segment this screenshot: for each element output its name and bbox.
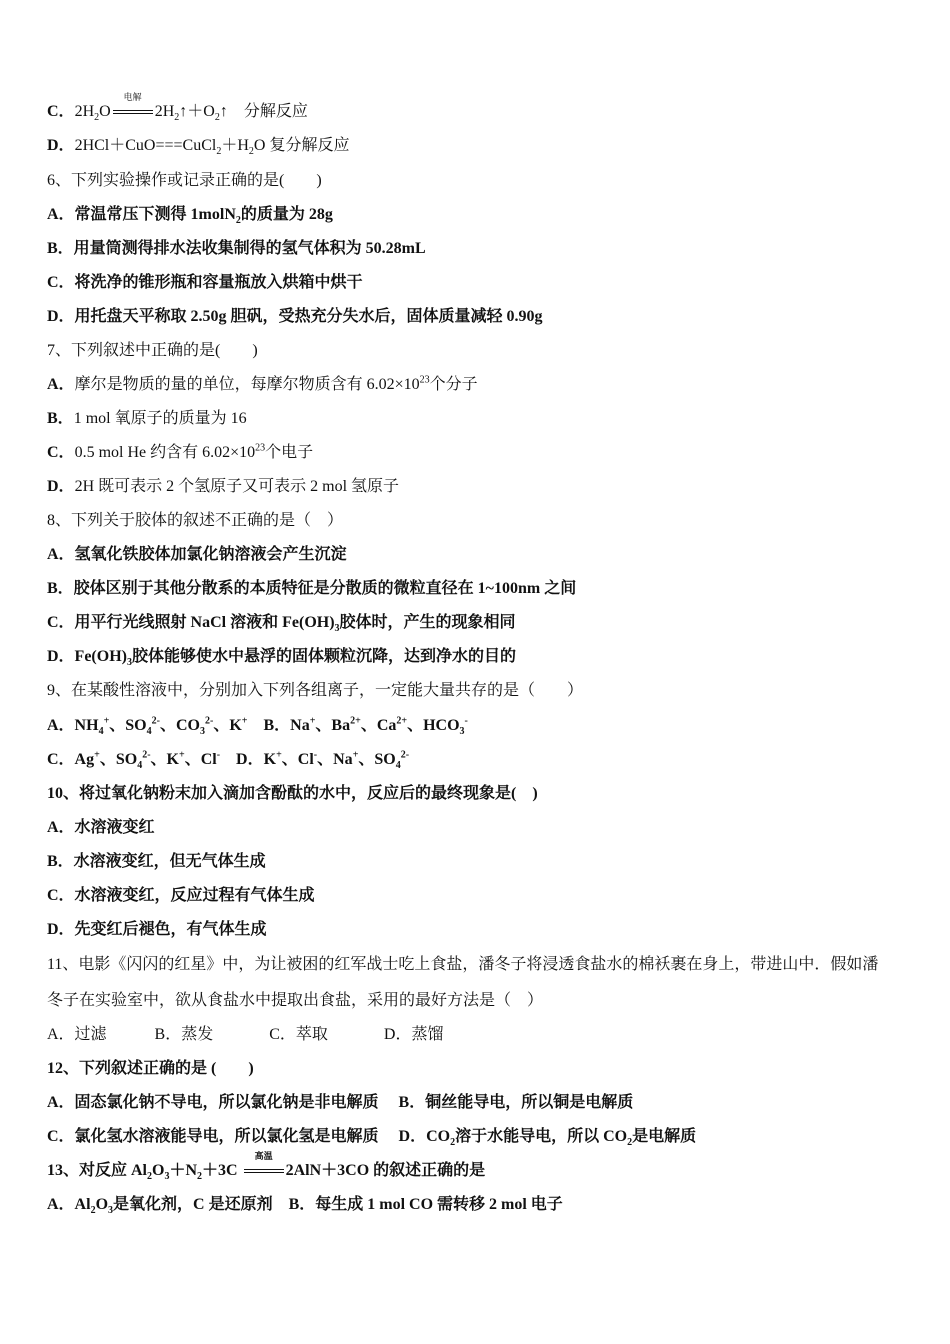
text-segment: 12、下列叙述正确的是 ( ) [47, 1060, 254, 1077]
text-segment: B． [47, 410, 74, 427]
text-segment: 个电子 [265, 444, 314, 461]
text-segment: 、K [150, 751, 179, 768]
subscript: 3 [164, 1171, 170, 1183]
equals-bar [244, 1169, 284, 1173]
superscript: + [178, 749, 185, 761]
text-segment: A． [47, 376, 75, 393]
text-segment: 11、电影《闪闪的红星》中，为让被困的红军战士吃上食盐，潘冬子将浸透食盐水的棉袄裹在身上，带进山中．假如潘 [47, 956, 879, 973]
text-segment: ＋H [221, 137, 249, 154]
text-line [47, 579, 576, 599]
text-line [47, 955, 878, 975]
text-line [47, 92, 308, 124]
text-segment: C． [47, 103, 75, 120]
text-segment: A．氢氧化铁胶体加氯化钠溶液会产生沉淀 [47, 546, 347, 563]
text-segment: B．水溶液变红，但无气体生成 [47, 853, 266, 870]
subscript: 4 [98, 726, 104, 738]
text-line [47, 681, 583, 701]
superscript: 2- [142, 749, 151, 761]
superscript: 2- [151, 715, 160, 727]
subscript: 2 [147, 1171, 153, 1183]
superscript: 2+ [350, 715, 361, 727]
text-line [47, 647, 516, 667]
text-segment: 、K [213, 717, 242, 734]
text-line [47, 716, 468, 736]
text-line [47, 511, 343, 531]
text-segment: 2H [154, 103, 175, 120]
subscript: 2 [174, 112, 180, 124]
text-segment: 2AlN＋3CO 的叙述正确的是 [285, 1162, 486, 1179]
text-line [47, 273, 363, 293]
text-segment: 溶于水能导电，所以 CO [455, 1128, 628, 1145]
subscript: 2 [248, 146, 254, 158]
text-segment: 8、下列关于胶体的叙述不正确的是（ ） [47, 512, 344, 529]
text-line [47, 886, 315, 906]
text-segment: C． [47, 444, 75, 461]
text-segment: 是氧化剂，C 是还原剂 B．每生成 1 mol CO 需转移 2 mol 电子 [113, 1196, 563, 1213]
text-segment: 2HCl＋CuO===CuCl [74, 137, 217, 154]
text-segment: 、Na [317, 751, 353, 768]
subscript: 3 [459, 726, 465, 738]
superscript: - [313, 749, 318, 761]
text-segment: 胶体能够使水中悬浮的固体颗粒沉降，达到净水的目的 [131, 648, 516, 665]
text-segment: B．胶体区别于其他分散系的本质特征是分散质的微粒直径在 1~100nm 之间 [47, 580, 577, 597]
text-segment: 、Ba [315, 717, 351, 734]
superscript: + [309, 715, 316, 727]
subscript: 3 [199, 726, 205, 738]
subscript: 2 [216, 146, 222, 158]
text-line [47, 341, 258, 361]
text-segment: 1 mol 氧原子的质量为 16 [73, 410, 247, 427]
superscript: - [216, 749, 221, 761]
text-segment: B．用量筒测得排水法收集制得的氢气体积为 50.28mL [47, 240, 426, 257]
text-segment: 个分子 [429, 376, 478, 393]
text-segment: 、SO [99, 751, 138, 768]
text-line [47, 920, 267, 940]
text-line [47, 1127, 696, 1147]
text-line [47, 818, 155, 838]
superscript: + [103, 715, 110, 727]
text-segment: 胶体时，产生的现象相同 [339, 614, 516, 631]
subscript: 4 [137, 760, 143, 772]
superscript: 23 [255, 442, 266, 454]
text-segment: A．NH [47, 717, 99, 734]
text-segment: D．先变红后褪色，有气体生成 [47, 921, 267, 938]
reaction-condition: 高温 [254, 1151, 273, 1161]
text-segment: B．Na [247, 717, 310, 734]
text-line [47, 1151, 486, 1183]
text-line [47, 545, 347, 565]
subscript: 2 [235, 215, 241, 227]
superscript: + [94, 749, 100, 761]
text-segment: 冬子在实验室中，欲从食盐水中提取出食盐，采用的最好方法是（ ） [47, 992, 544, 1009]
text-segment: A．水溶液变红 [47, 819, 155, 836]
superscript: - [464, 715, 468, 727]
subscript: 3 [108, 1205, 114, 1217]
subscript: 3 [126, 657, 132, 669]
text-segment: 、Cl [184, 751, 217, 768]
text-segment: D．用托盘天平称取 2.50g 胆矾，受热充分失水后，固体质量减轻 0.90g [47, 308, 543, 325]
text-line [47, 1093, 633, 1113]
text-segment: 、SO [109, 717, 147, 734]
text-segment: 、HCO [407, 717, 460, 734]
text-segment: ＋3C [202, 1162, 242, 1179]
text-segment: 10、将过氧化钠粉末加入滴加含酚酞的水中，反应后的最终现象是( ) [47, 785, 538, 802]
text-line [47, 1059, 254, 1079]
subscript: 3 [334, 623, 340, 635]
subscript: 2 [450, 1137, 456, 1149]
text-segment: 0.5 mol He 约含有 6.02×10 [74, 444, 256, 461]
superscript: 2+ [396, 715, 408, 727]
equals-bar [113, 110, 153, 114]
text-segment: A．过滤 B．蒸发 C．萃取 D．蒸馏 [47, 1026, 444, 1043]
text-segment: 是电解质 [632, 1128, 697, 1145]
text-line [47, 205, 333, 225]
text-line [47, 784, 538, 804]
subscript: 2 [214, 112, 220, 124]
text-segment: O 复分解反应 [253, 137, 350, 154]
text-segment: 6、下列实验操作或记录正确的是( ) [47, 172, 322, 189]
text-line [47, 477, 399, 497]
text-line [47, 307, 543, 327]
text-segment: D． [47, 137, 75, 154]
text-segment: 2H [74, 103, 95, 120]
text-segment: A．固态氯化钠不导电，所以氯化钠是非电解质 B．铜丝能导电，所以铜是电解质 [47, 1094, 634, 1111]
subscript: 2 [90, 1205, 96, 1217]
text-line [47, 1195, 563, 1215]
text-segment: 、Cl [281, 751, 314, 768]
text-segment: 、SO [358, 751, 396, 768]
text-line [47, 239, 426, 259]
reaction-condition-sign [111, 92, 155, 122]
text-segment: 13、对反应 Al [47, 1162, 148, 1179]
text-segment: C．氯化氢水溶液能导电，所以氯化氢是电解质 D．CO [47, 1128, 451, 1145]
text-segment: 、Ca [360, 717, 397, 734]
text-line [47, 852, 266, 872]
superscript: 2- [204, 715, 214, 727]
text-segment: 2H 既可表示 2 个氢原子又可表示 2 mol 氢原子 [74, 478, 400, 495]
subscript: 2 [627, 1137, 633, 1149]
text-line [47, 750, 409, 770]
text-segment: ↑ 分解反应 [219, 103, 308, 120]
subscript: 4 [395, 760, 401, 772]
text-segment: D． [47, 478, 75, 495]
text-segment: A．常温常压下测得 1molN [47, 206, 236, 223]
superscript: + [276, 749, 282, 761]
reaction-condition: 电解 [123, 92, 142, 102]
text-segment: C．水溶液变红，反应过程有气体生成 [47, 887, 315, 904]
text-segment: C．将洗净的锥形瓶和容量瓶放入烘箱中烘干 [47, 274, 363, 291]
text-line [47, 171, 322, 191]
text-line [47, 375, 478, 395]
text-segment: D．K [220, 751, 277, 768]
superscript: + [241, 715, 248, 727]
text-segment: D．Fe(OH) [47, 648, 127, 665]
text-segment: C．用平行光线照射 NaCl 溶液和 Fe(OH) [47, 614, 335, 631]
subscript: 4 [146, 726, 152, 738]
text-line [47, 613, 516, 633]
text-segment: 9、在某酸性溶液中，分别加入下列各组离子，一定能大量共存的是（ ） [47, 682, 584, 699]
text-segment: ↑＋O [179, 103, 215, 120]
superscript: 2- [400, 749, 410, 761]
subscript: 2 [94, 112, 100, 124]
subscript: 2 [197, 1171, 203, 1183]
text-line [47, 1025, 443, 1045]
text-segment: O [99, 103, 111, 120]
text-line [47, 409, 247, 429]
text-segment: ＋N [169, 1162, 198, 1179]
reaction-condition-sign [242, 1151, 286, 1181]
text-segment: 7、下列叙述中正确的是( ) [47, 342, 258, 359]
text-line [47, 136, 349, 156]
text-line [47, 443, 313, 463]
text-segment: O [152, 1162, 165, 1179]
text-segment: 摩尔是物质的量的单位，每摩尔物质含有 6.02×10 [74, 376, 420, 393]
text-segment: O [95, 1196, 109, 1213]
text-segment: C．Ag [47, 751, 95, 768]
superscript: + [352, 749, 359, 761]
text-segment: 的质量为 28g [240, 206, 333, 223]
text-line [47, 991, 543, 1011]
text-segment: A．Al [47, 1196, 91, 1213]
superscript: 23 [419, 374, 430, 386]
text-segment: 、CO [159, 717, 200, 734]
